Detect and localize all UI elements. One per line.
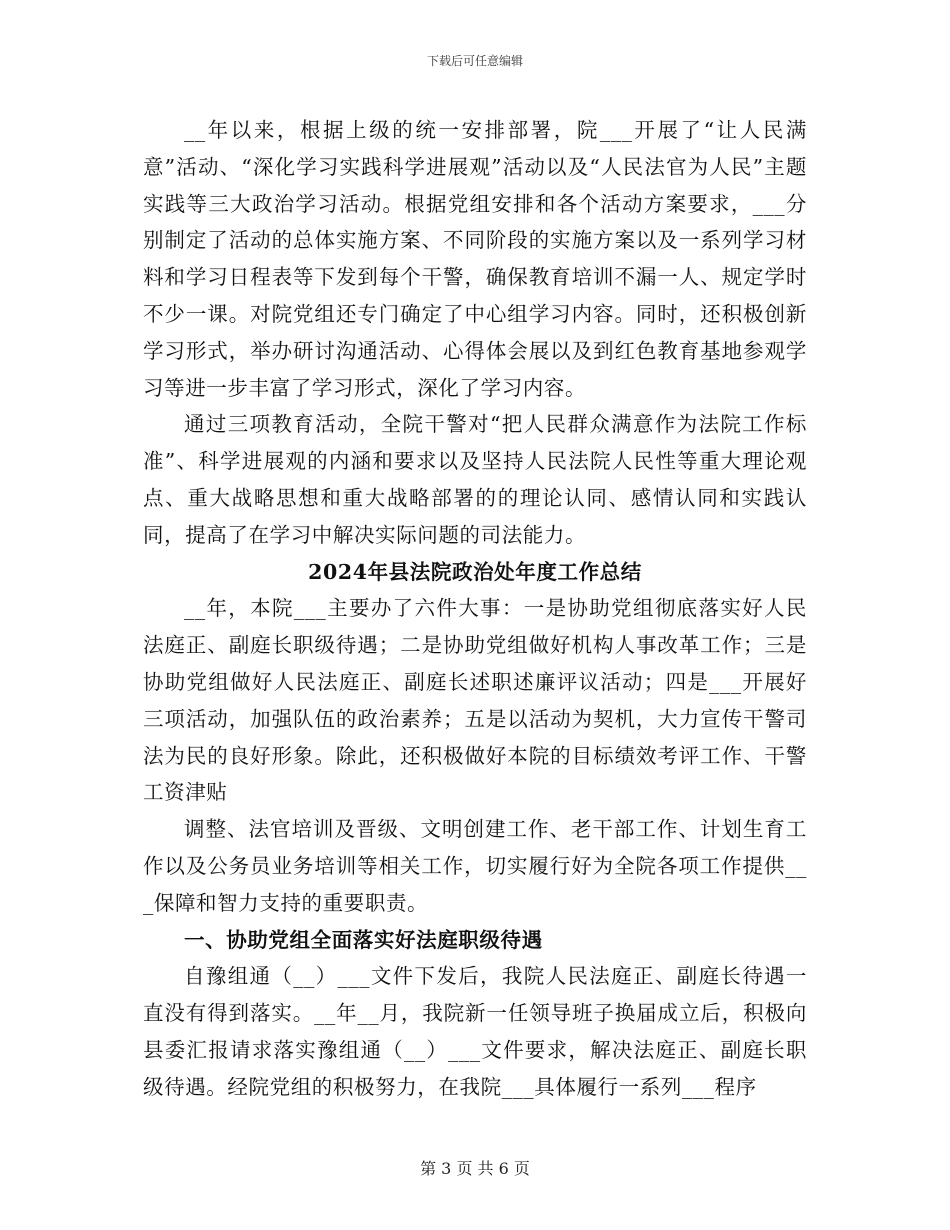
document-body [143, 112, 807, 1106]
paragraph-3: __年，本院___主要办了六件大事：一是协助党组彻底落实好人民法庭正、副庭长职级待遇；二是协助党组做好机构人事改革工作；三是协助党组做好人民法庭正、副庭长述职述廉评议活动；四是___开展好三项活动，加强队伍的政治素养；五是以活动为契机，大力宣传干警司法为民的良好形象。除此，还积极做好本院的目标绩效考评工作、干警工资津贴 [143, 596, 807, 805]
page-number: 第 3 页 共 6 页 [420, 1159, 530, 1178]
section-heading-1: 一、协助党组全面落实好法庭职级待遇 [184, 927, 543, 952]
header-note: 下载后可任意编辑 [426, 54, 523, 68]
paragraph-1: __年以来，根据上级的统一安排部署，院___开展了“让人民满意”活动、“深化学习实践科学进展观”活动以及“人民法官为人民”主题实践等三大政治学习活动。根据党组安排和各个活动方案要求，___分别制定了活动的总体实施方案、不同阶段的实施方案以及一系列学习材料和学习日程表等下发到每个干警，确保教育培训不漏一人、规定学时不少一课。对院党组还专门确定了中心组学习内容。同时，还积极创新学习形式，举办研讨沟通活动、心得体会展以及到红色教育基地参观学习等进一步丰富了学习形式，深化了学习内容。 [143, 118, 807, 400]
paragraph-4: 调整、法官培训及晋级、文明创建工作、老干部工作、计划生育工作以及公务员业务培训等相关工作，切实履行好为全院各项工作提供___保障和智力支持的重要职责。 [143, 817, 807, 915]
paragraph-2: 通过三项教育活动，全院干警对“把人民群众满意作为法院工作标准”、科学进展观的内涵和要求以及坚持人民法院人民性等重大理论观点、重大战略思想和重大战略部署的的理论认同、感情认同和实践认同，提高了在学习中解决实际问题的司法能力。 [143, 412, 807, 547]
paragraph-5: 自豫组通（__）___文件下发后，我院人民法庭正、副庭长待遇一直没有得到落实。__年__月，我院新一任领导班子换届成立后，积极向县委汇报请求落实豫组通（__）___文件要求，解决法庭正、副庭长职级待遇。经院党组的积极努力，在我院___具体履行一系列___程序 [143, 964, 807, 1099]
document-title: 2024年县法院政治处年度工作总结 [308, 559, 642, 584]
